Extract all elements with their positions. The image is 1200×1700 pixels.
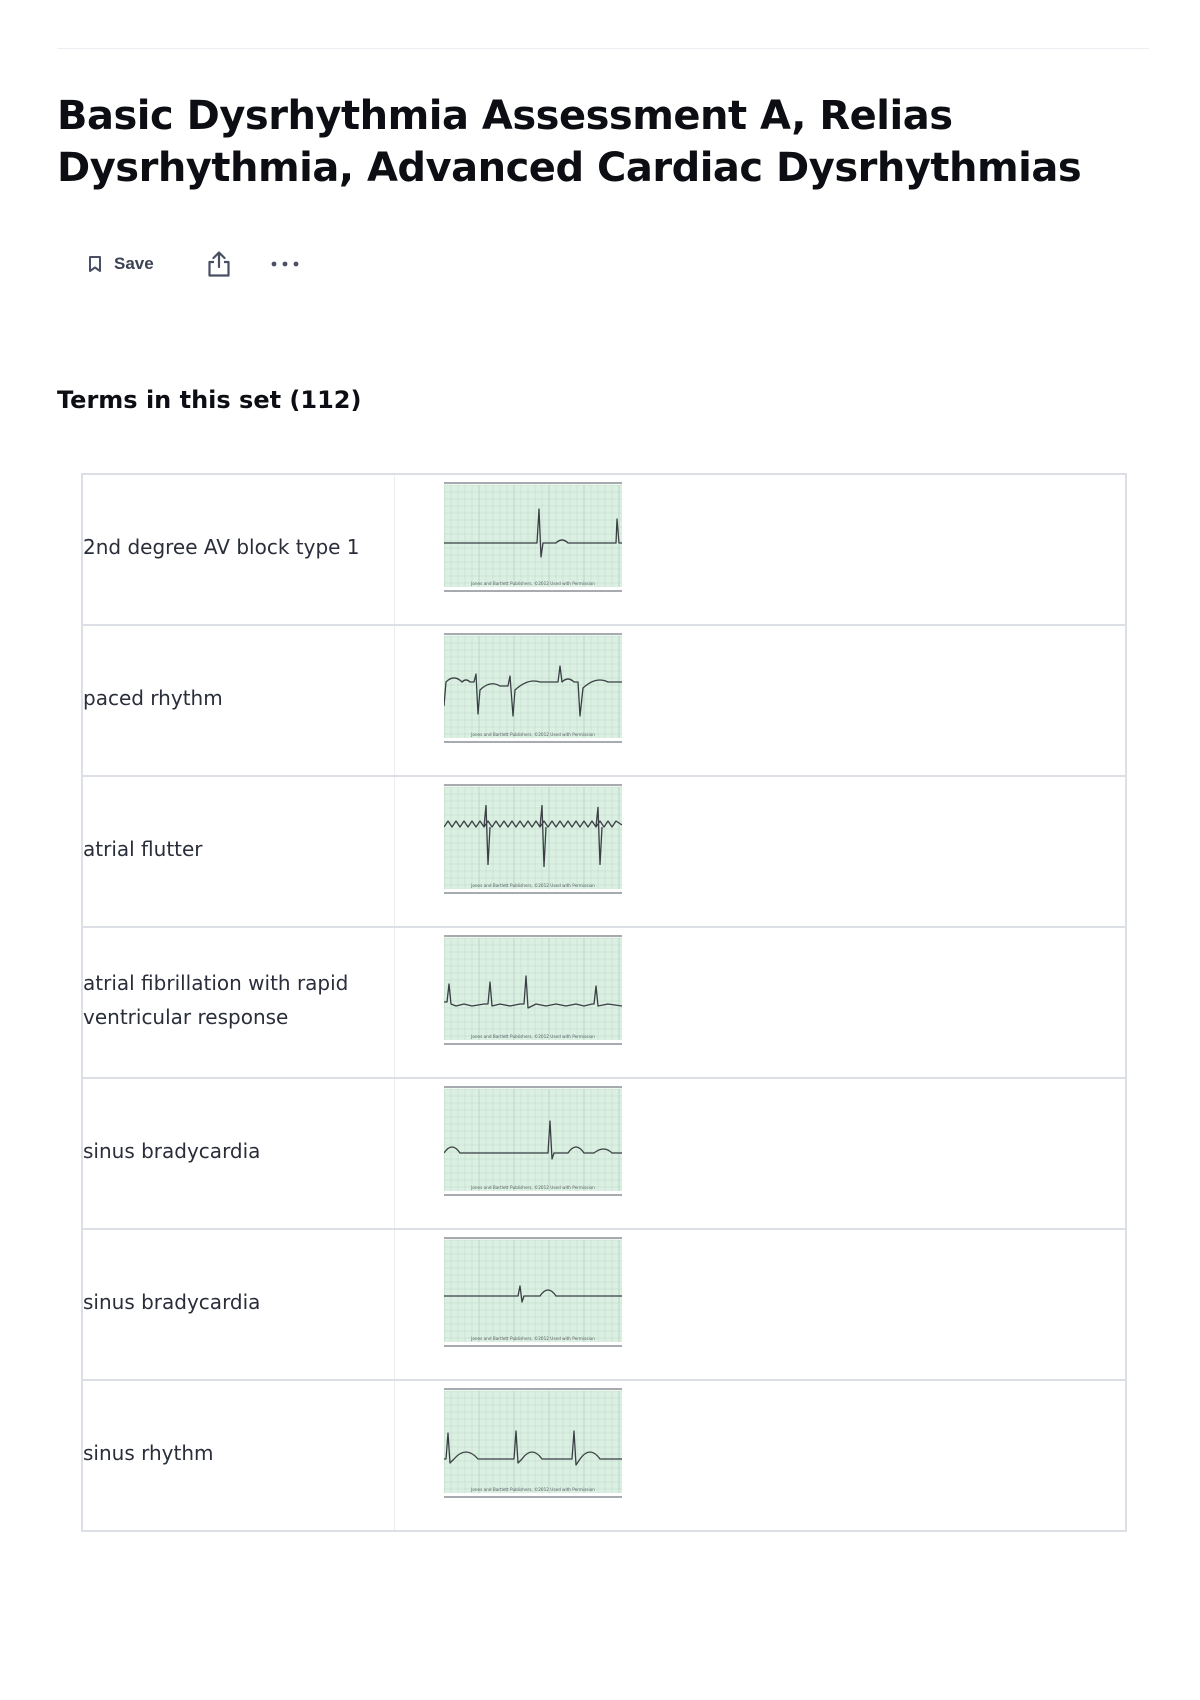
definition-cell [395,1230,1125,1379]
definition-cell [395,777,1125,926]
term-cell [83,475,395,624]
save-button[interactable] [80,248,162,280]
save-label: Save [114,254,154,273]
ecg-strip-image [444,1081,622,1201]
bookmark-icon [88,255,102,273]
definition-cell [395,1381,1125,1530]
term-text: sinus bradycardia [83,1289,261,1314]
ecg-strip-image [444,477,622,597]
term-cell [83,1230,395,1379]
page-title: Basic Dysrhythmia Assessment A, Relias Dysrhythmia, Advanced Cardiac Dysrhythmias [57,93,1082,191]
term-cell [83,1079,395,1228]
term-row [83,1079,1125,1230]
ecg-caption: Jones and Bartlett Publishers, ©2012 Used with Permission [471,732,595,737]
ecg-strip-image [444,1232,622,1352]
term-row [83,626,1125,777]
set-toolbar [80,246,300,282]
term-row [83,475,1125,626]
term-row [83,1381,1125,1532]
ecg-strip-image [444,628,622,748]
ecg-strip-image [444,779,622,899]
ecg-caption: Jones and Bartlett Publishers, ©2012 Used with Permission [471,1336,595,1341]
term-cell [83,777,395,926]
share-icon [206,250,232,278]
term-text: sinus rhythm [83,1440,214,1465]
share-button[interactable] [206,250,232,278]
definition-cell [395,475,1125,624]
definition-cell [395,928,1125,1077]
term-text: atrial fibrillation with rapid ventricular response [83,970,349,1029]
ecg-caption: Jones and Bartlett Publishers, ©2012 Used with Permission [471,1185,595,1190]
term-row [83,1230,1125,1381]
term-cell [83,626,395,775]
term-row [83,777,1125,928]
term-text: atrial flutter [83,836,203,861]
terms-heading: Terms in this set (112) [57,386,362,414]
ecg-caption: Jones and Bartlett Publishers, ©2012 Used with Permission [471,581,595,586]
more-icon [270,260,300,268]
ecg-strip-image [444,930,622,1050]
term-cell [83,928,395,1077]
top-divider [57,48,1149,49]
definition-cell [395,626,1125,775]
term-cell [83,1381,395,1530]
ecg-caption: Jones and Bartlett Publishers, ©2012 Used with Permission [471,1487,595,1492]
ecg-strip-image [444,1383,622,1503]
more-options-button[interactable] [270,260,300,268]
ecg-caption: Jones and Bartlett Publishers, ©2012 Used with Permission [471,1034,595,1039]
term-text: paced rhythm [83,685,223,710]
definition-cell [395,1079,1125,1228]
term-text: sinus bradycardia [83,1138,261,1163]
term-row [83,928,1125,1079]
terms-table [81,473,1127,1532]
term-text: 2nd degree AV block type 1 [83,534,360,559]
ecg-caption: Jones and Bartlett Publishers, ©2012 Used with Permission [471,883,595,888]
